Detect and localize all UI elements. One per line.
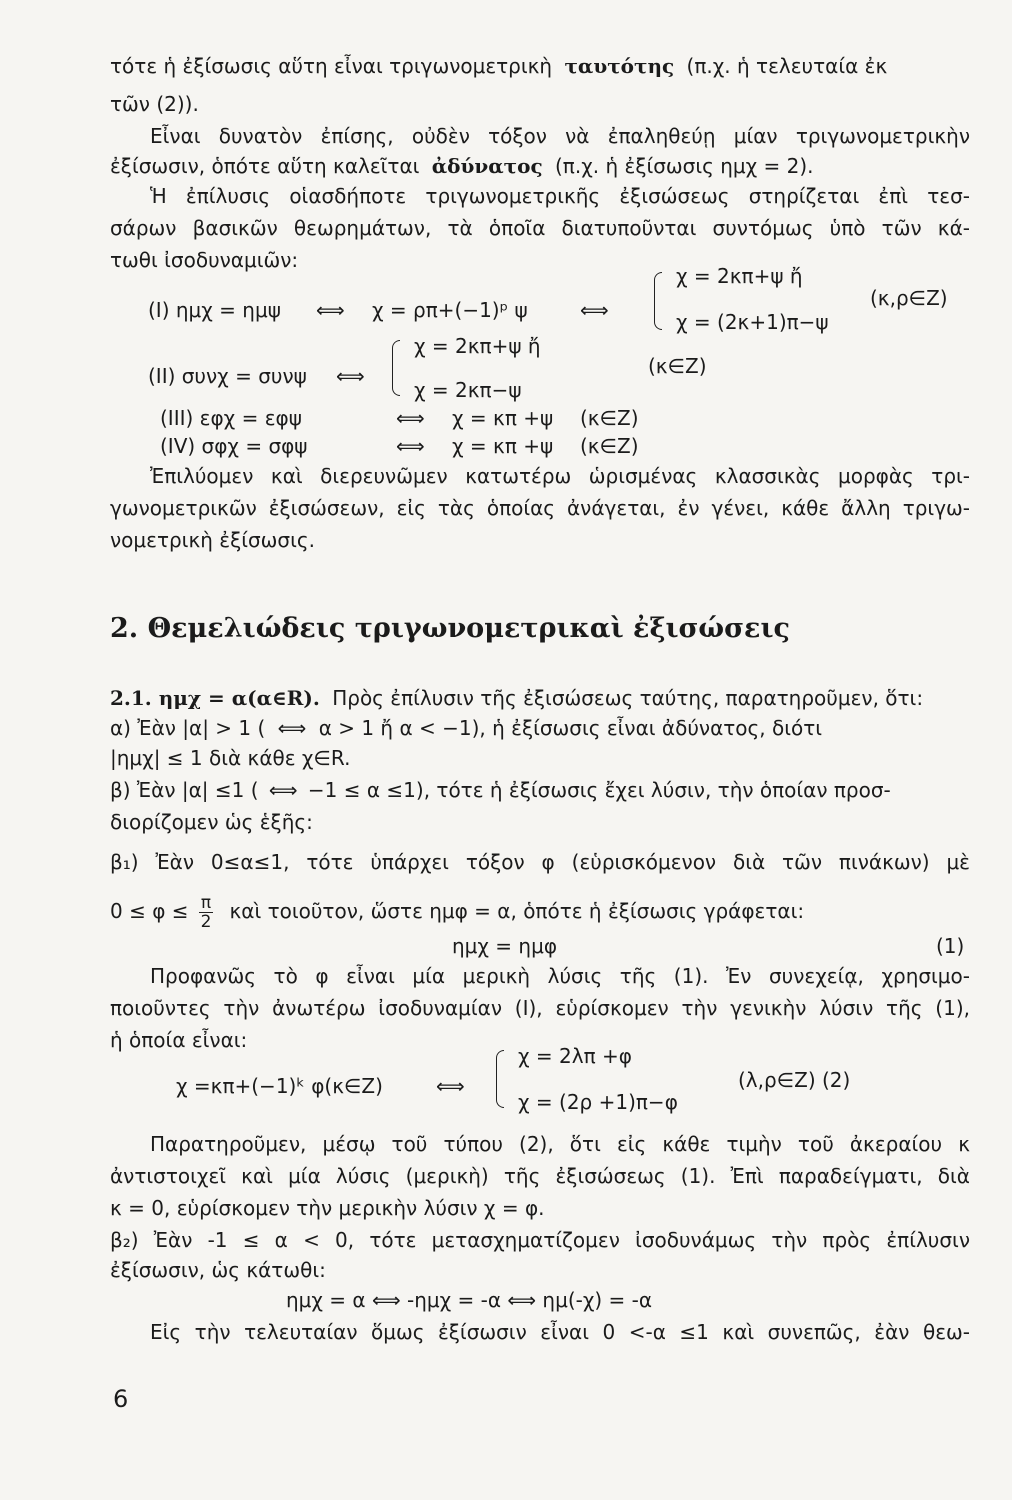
text-line [110,714,970,742]
bold-term: ταυτότης [564,54,675,78]
eq-text: (I) ημχ = ημψ [148,298,281,322]
text-line: Εἶναι δυνατὸν ἐπίσης, οὐδὲν τόξον νὰ ἐπαληθεύῃ μίαν τριγωνομετρικὴν [150,124,970,148]
text-span: (π.χ. ἡ ἐξίσωσις ημχ = 2). [555,154,814,178]
text-line: Παρατηροῦμεν, μέσῳ τοῦ τύπου (2), ὅτι εἰς κάθε τιμὴν τοῦ ἀκεραίου κ [150,1132,970,1156]
text-line [110,776,970,804]
iff-arrow: ⟺ [268,778,298,802]
text-span: α) Ἐὰν |α| > 1 ( [110,716,266,740]
eq-text: (IV) σφχ = σφψ [160,434,308,458]
iff-arrow: ⟺ [396,434,425,458]
bold-term: ἀδύνατος [431,154,543,178]
eq-text: χ = κπ +ψ [452,434,554,458]
text-line [110,52,970,80]
text-span: τότε ἡ ἐξίσωσις αὕτη εἶναι τριγωνομετρικὴ [110,54,553,78]
text-line: νομετρικὴ ἐξίσωσις. [110,528,315,552]
eq-text: ημχ = ημφ [452,934,558,958]
eq-text: χ = κπ +ψ [452,406,554,430]
text-line: β₂) Ἐὰν -1 ≤ α < 0, τότε μετασχηματίζομεν ἰσοδυνάμως τὴν πρὸς ἐπίλυσιν [110,1228,970,1252]
iff-arrow: ⟺ [580,298,609,322]
text-span: α > 1 ἤ α < −1), ἡ ἐξίσωσις εἶναι ἀδύνατος, διότι [318,716,823,740]
text-span: (π.χ. ἡ τελευταία ἐκ [686,54,888,78]
eq-condition: (κ,ρ∈Z) [870,286,948,310]
text-line: διορίζομεν ὡς ἑξῆς: [110,810,313,834]
text-line [110,684,970,712]
text-line: |ημχ| ≤ 1 διὰ κάθε χ∈R. [110,746,351,770]
eq-number: (1) [936,934,965,958]
text-span: β) Ἐὰν |α| ≤1 ( [110,778,259,802]
text-line: Ἡ ἐπίλυσις οἱασδήποτε τριγωνομετρικῆς ἐξισώσεως στηρίζεται ἐπὶ τεσ- [150,184,970,208]
text-span: 0 ≤ φ ≤ [110,899,189,923]
iff-arrow: ⟺ [396,406,425,430]
subsection-title: 2.1. ημχ = α(α∈R). [110,686,320,710]
text-span: Πρὸς ἐπίλυσιν τῆς ἐξισώσεως ταύτης, παρατηροῦμεν, ὅτι: [332,686,924,710]
eq-case: χ = 2κπ+ψ ἤ [414,334,541,358]
text-line: τωθι ἰσοδυναμιῶν: [110,248,299,272]
text-span: ἐξίσωσιν, ὁπότε αὕτη καλεῖται [110,154,420,178]
eq-case: χ = (2κ+1)π−ψ [676,310,829,334]
fraction-pi-over-2 [199,894,213,931]
eq-case: χ = 2λπ +φ [518,1044,632,1068]
fraction-denominator: 2 [200,912,212,932]
eq-condition: (κ∈Z) [648,354,707,378]
eq-condition: (λ,ρ∈Z) (2) [738,1068,851,1092]
eq-condition: (κ∈Z) [580,406,639,430]
text-span: καὶ τοιοῦτον, ὥστε ημφ = α, ὁπότε ἡ ἐξίσωσις γράφεται: [229,899,805,923]
brace [654,272,662,330]
text-span: −1 ≤ α ≤1), τότε ἡ ἐξίσωσις ἔχει λύσιν, τὴν ὁποίαν προσ- [307,778,891,802]
eq-text: χ = ρπ+(−1)ᵖ ψ [372,298,528,322]
text-line: Προφανῶς τὸ φ εἶναι μία μερικὴ λύσις τῆς (1). Ἐν συνεχείᾳ, χρησιμο- [150,964,970,988]
text-line: β₁) Ἐὰν 0≤α≤1, τότε ὑπάρχει τόξον φ (εὑρισκόμενον διὰ τῶν πινάκων) μὲ [110,850,970,874]
iff-arrow: ⟺ [436,1074,465,1098]
iff-arrow: ⟺ [277,716,307,740]
page-number: 6 [113,1385,129,1413]
equation-3: ημχ = α ⟺ -ημχ = -α ⟺ ημ(-χ) = -α [286,1288,653,1312]
eq-case: χ = (2ρ +1)π−φ [518,1090,678,1114]
eq-condition: (κ∈Z) [580,434,639,458]
text-line: ἀντιστοιχεῖ καὶ μία λύσις (μερικὴ) τῆς ἐξισώσεως (1). Ἐπὶ παραδείγματι, διὰ [110,1164,970,1188]
text-line: τῶν (2)). [110,92,199,116]
brace [392,340,400,396]
eq-text: χ =κπ+(−1)ᵏ φ(κ∈Z) [176,1074,383,1098]
text-line: Εἰς τὴν τελευταίαν ὅμως ἐξίσωσιν εἶναι 0 <-α ≤1 καὶ συνεπῶς, ἐὰν θεω- [150,1320,970,1344]
section-heading: 2. Θεμελιώδεις τριγωνομετρικαὶ ἐξισώσεις [110,613,790,644]
iff-arrow: ⟺ [316,298,345,322]
text-line: ἡ ὁποία εἶναι: [110,1028,248,1052]
text-line [110,152,970,180]
text-line [110,894,970,931]
text-line: ποιοῦντες τὴν ἀνωτέρω ἰσοδυναμίαν (I), εὑρίσκομεν τὴν γενικὴν λύσιν τῆς (1), [110,996,970,1020]
eq-case: χ = 2κπ−ψ [414,378,522,402]
text-line: ἐξίσωσιν, ὡς κάτωθι: [110,1258,326,1282]
text-line: γωνομετρικῶν ἐξισώσεων, εἰς τὰς ὁποίας ἀνάγεται, ἐν γένει, κάθε ἄλλη τριγω- [110,496,970,520]
text-line: σάρων βασικῶν θεωρημάτων, τὰ ὁποῖα διατυποῦνται συντόμως ὑπὸ τῶν κά- [110,216,970,240]
eq-text: (III) εφχ = εφψ [160,406,302,430]
brace [496,1050,504,1108]
eq-case: χ = 2κπ+ψ ἤ [676,264,803,288]
text-line: Ἐπιλύομεν καὶ διερευνῶμεν κατωτέρω ὡρισμένας κλασσικὰς μορφὰς τρι- [150,464,970,488]
fraction-numerator: π [200,893,212,913]
eq-text: (II) συνχ = συνψ [148,364,307,388]
text-line: κ = 0, εὑρίσκομεν τὴν μερικὴν λύσιν χ = φ. [110,1196,545,1220]
iff-arrow: ⟺ [336,364,365,388]
